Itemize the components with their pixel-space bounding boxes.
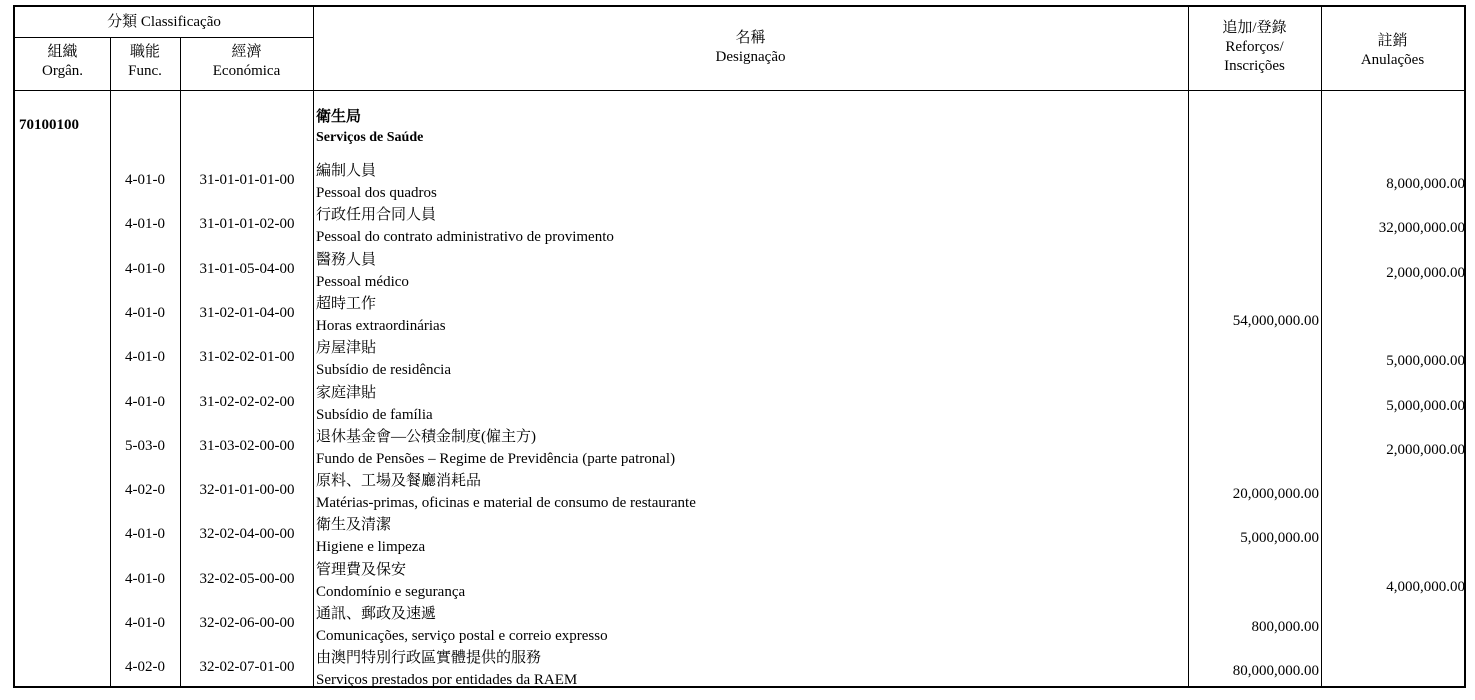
econ-code: 32-02-04-00-00 [199,526,295,542]
designation-pt: Higiene e limpeza [316,539,426,555]
func-code: 4-01-0 [125,305,165,321]
designation-zh: 編制人員 [316,163,377,179]
table-row [15,160,1464,204]
func-code: 4-01-0 [125,349,165,365]
designation-zh: 家庭津貼 [316,385,377,401]
anulacoes-amount: 4,000,000.00 [1386,579,1465,595]
econ-code: 31-02-02-01-00 [199,349,295,365]
table-row [15,470,1464,514]
reforcos-amount: 20,000,000.00 [1232,486,1319,502]
designation-zh: 醫務人員 [316,252,377,268]
func-code: 4-01-0 [125,261,165,277]
header-organ-pt: Orgân. [42,63,83,79]
reforcos-amount: 54,000,000.00 [1232,313,1319,329]
reforcos-amount: 5,000,000.00 [1240,530,1319,546]
table-row [15,426,1464,470]
entity-name-zh: 衛生局 [316,109,362,125]
anulacoes-amount: 5,000,000.00 [1386,398,1465,414]
anulacoes-amount: 2,000,000.00 [1386,265,1465,281]
designation-pt: Serviços prestados por entidades da RAEM [316,672,578,688]
func-code: 4-01-0 [125,571,165,587]
reforcos-amount: 800,000.00 [1251,619,1319,635]
econ-code: 31-02-01-04-00 [199,305,295,321]
table-row [15,337,1464,381]
anulacoes-amount: 8,000,000.00 [1386,176,1465,192]
econ-code: 31-01-01-02-00 [199,216,295,232]
designation-pt: Fundo de Pensões – Regime de Previdência (parte patronal) [316,451,676,467]
econ-code: 31-03-02-00-00 [199,438,295,454]
reforcos-amount: 80,000,000.00 [1232,663,1319,679]
func-code: 4-01-0 [125,172,165,188]
func-code: 4-01-0 [125,526,165,542]
econ-code: 31-01-01-01-00 [199,172,295,188]
designation-zh: 行政任用合同人員 [316,207,437,223]
econ-code: 32-02-06-00-00 [199,615,295,631]
table-row [15,293,1464,337]
header-bottom-rule [15,90,1464,91]
designation-pt: Condomínio e segurança [316,584,466,600]
designation-zh: 超時工作 [316,296,377,312]
econ-code: 31-02-02-02-00 [199,394,295,410]
header-anulacoes-zh: 註銷 [1377,33,1408,49]
designation-pt: Comunicações, serviço postal e correio expresso [316,628,608,644]
designation-pt: Pessoal médico [316,274,409,290]
budget-table [13,5,1466,688]
anulacoes-amount: 5,000,000.00 [1386,353,1465,369]
header-divider-classification [15,37,314,38]
func-code: 4-01-0 [125,394,165,410]
func-code: 4-01-0 [125,216,165,232]
header-designation-zh: 名稱 [735,30,766,46]
designation-zh: 房屋津貼 [316,340,377,356]
entity-name-pt: Serviços de Saúde [316,130,424,145]
table-row [15,559,1464,603]
header-anulacoes-pt: Anulações [1360,52,1425,68]
func-code: 5-03-0 [125,438,165,454]
table-row [15,204,1464,248]
func-code: 4-01-0 [125,615,165,631]
anulacoes-amount: 2,000,000.00 [1386,442,1465,458]
econ-code: 32-02-05-00-00 [199,571,295,587]
header-func [110,43,180,81]
designation-zh: 退休基金會—公積金制度(僱主方) [316,429,536,445]
designation-pt: Subsídio de residência [316,362,451,378]
designation-pt: Pessoal do contrato administrativo de provimento [316,229,614,245]
designation-pt: Pessoal dos quadros [316,185,437,201]
header-organ [15,43,110,81]
header-organ-zh: 組織 [47,44,78,60]
header-designation-pt: Designação [715,49,786,65]
header-reforcos [1188,19,1321,76]
designation-pt: Subsídio de família [316,407,433,423]
entity-organ-code: 70100100 [19,117,79,133]
table-row [15,249,1464,293]
table-row [15,514,1464,558]
header-reforcos-pt1: Reforços/ [1225,39,1284,55]
header-econ-pt: Económica [212,63,281,79]
anulacoes-amount: 32,000,000.00 [1378,220,1465,236]
table-row [15,382,1464,426]
table-row [15,647,1464,691]
header-econ [180,43,313,81]
econ-code: 31-01-05-04-00 [199,261,295,277]
header-designation [313,29,1188,67]
header-anulacoes [1321,32,1464,70]
designation-pt: Horas extraordinárias [316,318,446,334]
func-code: 4-02-0 [125,482,165,498]
econ-code: 32-01-01-00-00 [199,482,295,498]
header-econ-zh: 經濟 [231,44,262,60]
func-code: 4-02-0 [125,659,165,675]
header-func-zh: 職能 [129,44,160,60]
designation-zh: 原料、工場及餐廳消耗品 [316,473,482,489]
table-row [15,603,1464,647]
header-reforcos-pt2: Inscrições [1224,58,1285,74]
designation-zh: 管理費及保安 [316,562,407,578]
designation-pt: Matérias-primas, oficinas e material de consumo de restaurante [316,495,696,511]
designation-zh: 由澳門特別行政區實體提供的服務 [316,650,542,666]
designation-zh: 通訊、郵政及速遞 [316,606,437,622]
designation-zh: 衛生及清潔 [316,517,392,533]
header-reforcos-zh: 追加/登錄 [1222,20,1287,36]
header-func-pt: Func. [128,63,162,79]
econ-code: 32-02-07-01-00 [199,659,295,675]
header-classification: 分類 Classificação [107,14,221,30]
